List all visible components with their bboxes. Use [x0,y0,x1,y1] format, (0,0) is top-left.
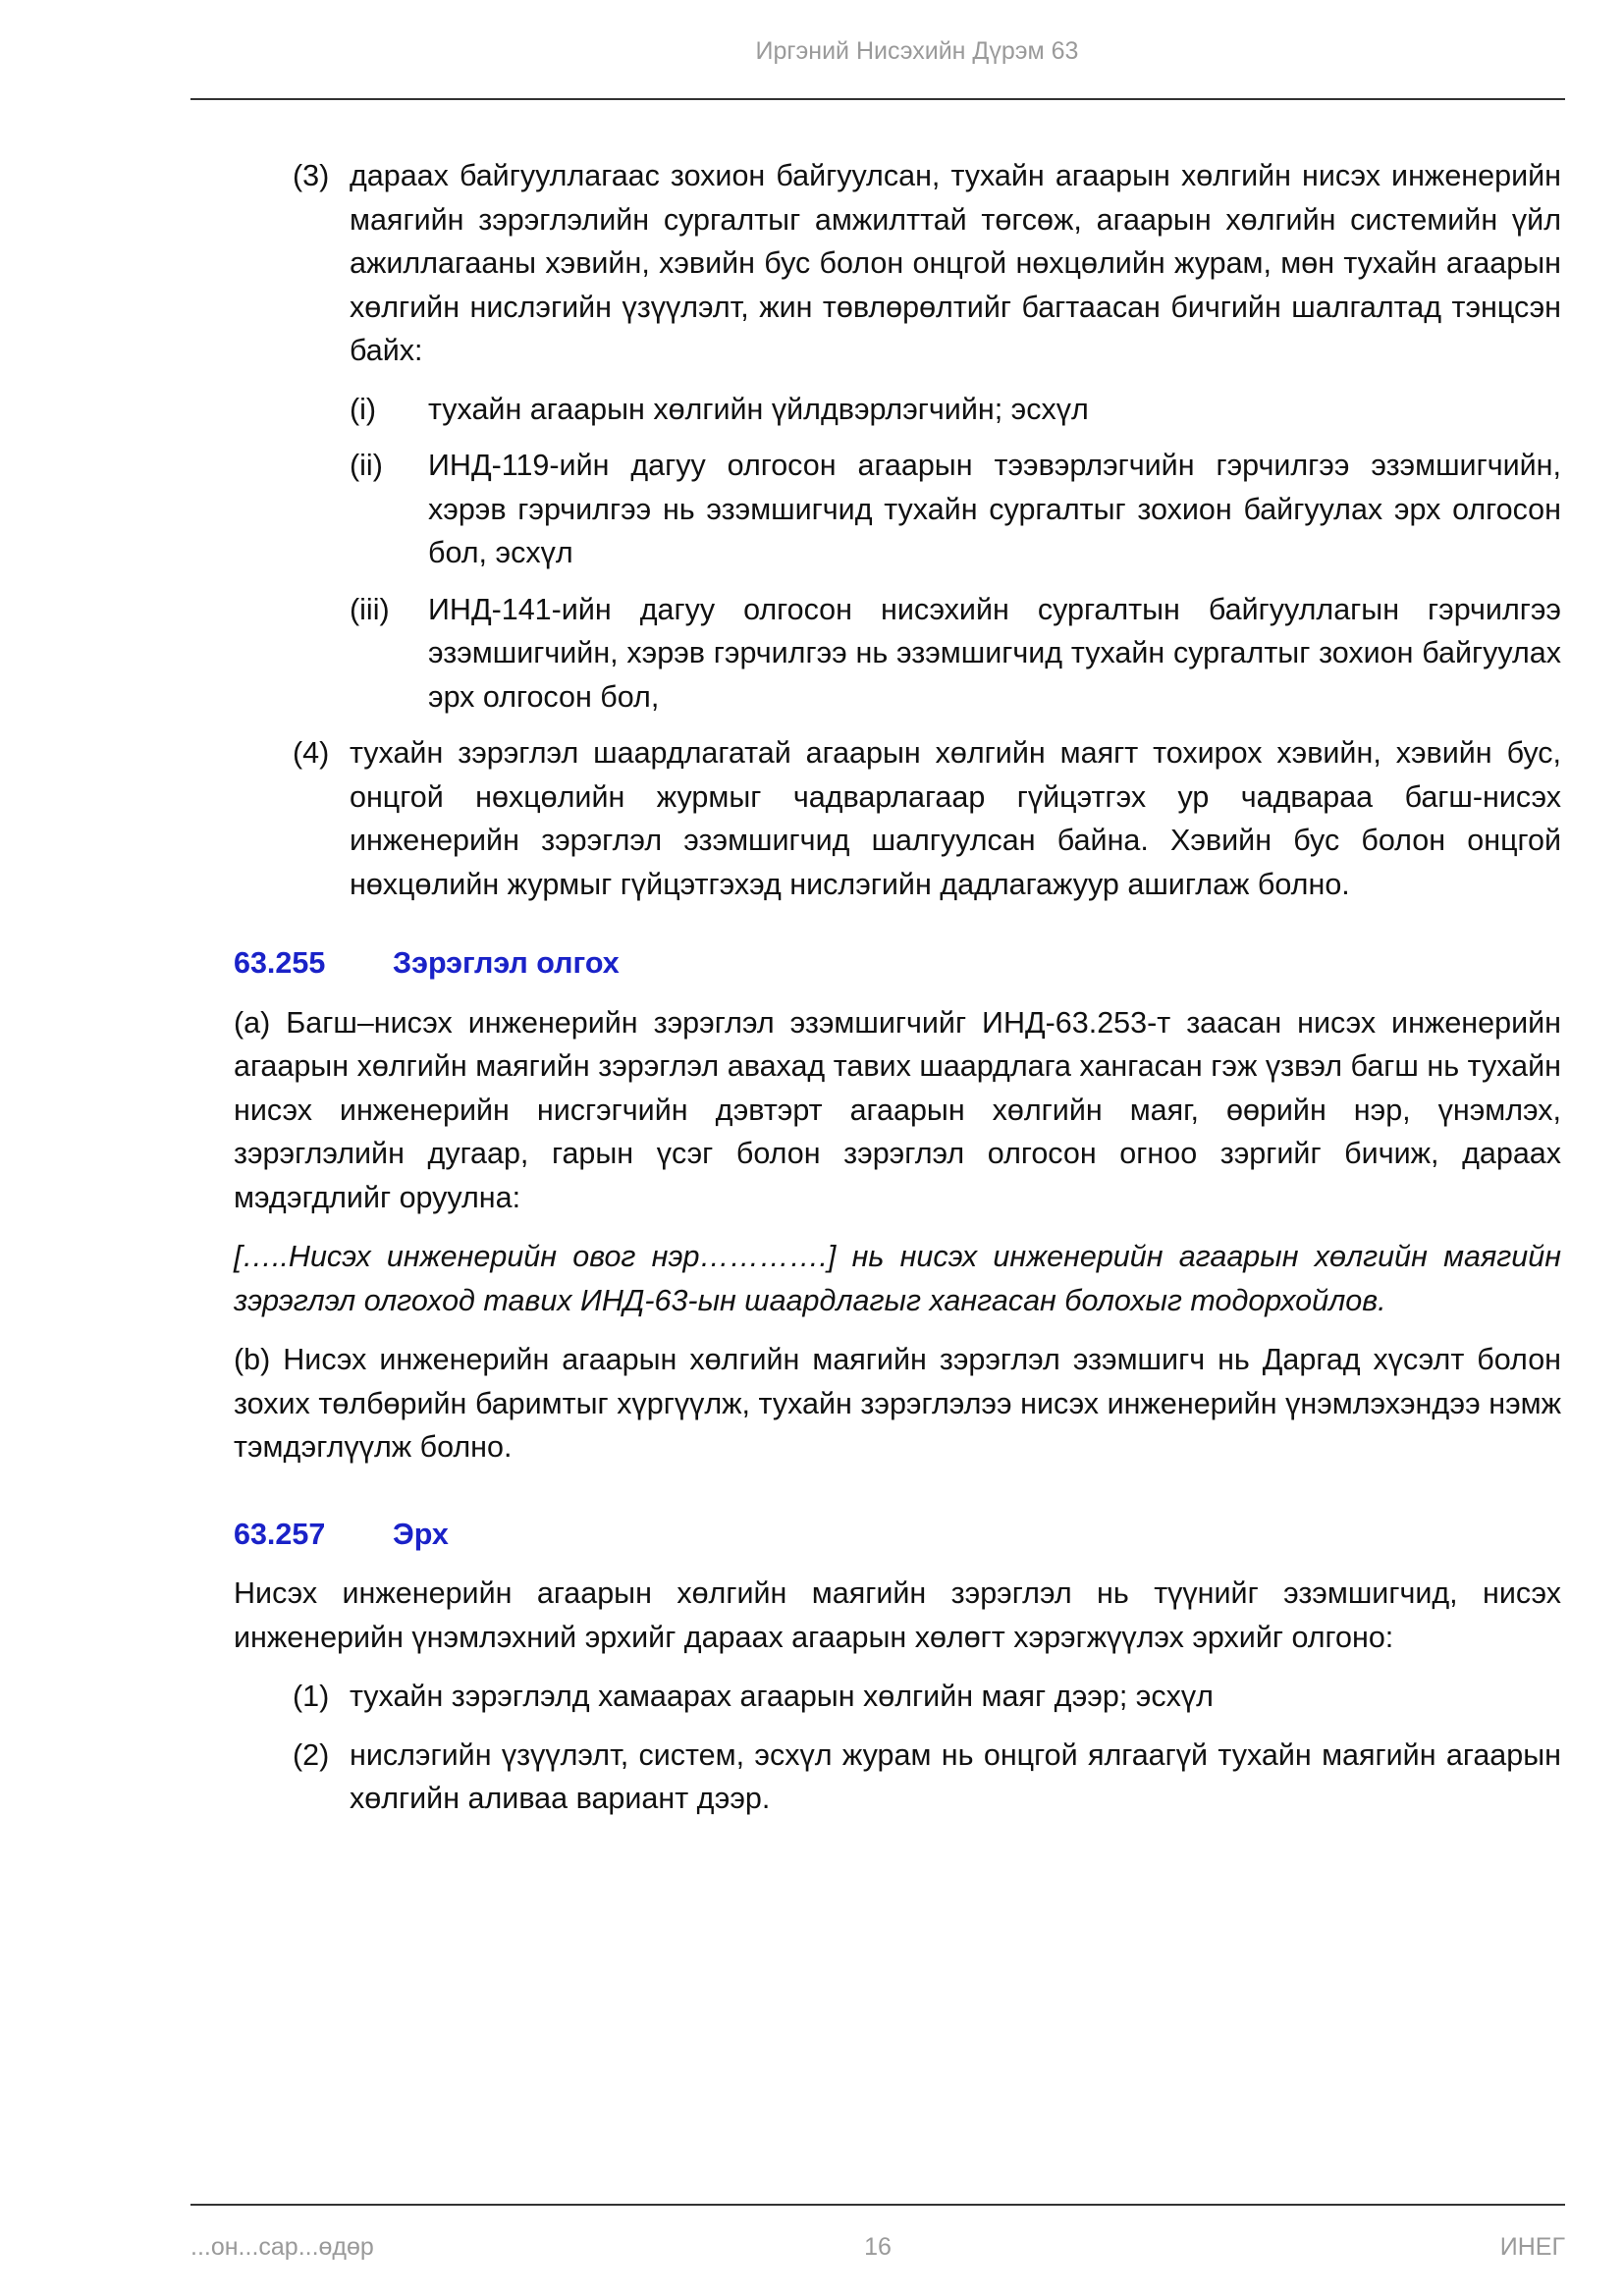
list-item-label: (3) [293,159,330,192]
header-divider [190,98,1565,100]
section-heading-63-257 [234,1513,1561,1557]
paragraph-b: (b) Нисэх инженерийн агаарын хөлгийн маягийн зэрэглэл эзэмшигч нь Даргад хүсэлт болон зохих төлбөрийн баримтыг хүргүүлж, тухайн зэрэглэлээ нисэх инженерийн үнэмлэхэндээ нэмж тэмдэглүүлж болно. [234,1343,1561,1464]
list-item-text: тухайн зэрэглэлд хамаарах агаарын хөлгийн маяг дээр; эсхүл [350,1680,1214,1713]
sub-item-label: (ii) [350,449,383,482]
document-body [234,154,1561,1836]
list-item-label: (2) [293,1737,330,1772]
section-title: Зэрэглэл олгох [393,946,620,980]
list-item-3 [293,154,1561,373]
privilege-item-1 [293,1675,1561,1719]
section-heading-63-255 [234,941,1561,986]
statement-template: […..Нисэх инженерийн овог нэр………….] нь нисэх инженерийн агаарын хөлгийн маягийн зэрэглэл олгоход тавих ИНД-63-ын шаардлагыг хангасан болохыг тодорхойлов. [234,1240,1561,1317]
footer-date: ...он...сар...өдөр [190,2233,374,2261]
section-title: Эрх [393,1517,449,1551]
sub-list [350,388,1561,720]
page-number: 16 [864,2233,892,2261]
sub-item-label: (iii) [350,592,390,626]
list-item-text: дараах байгууллагаас зохион байгуулсан, тухайн агаарын хөлгийн нисэх инженерийн маягийн зэрэглэлийн сургалтыг амжилттай төгсөж, агаарын хөлгийн системийн үйл ажиллагааны хэвийн, хэвийн бус болон онцгой нөхцөлийн журам, мөн тухайн агаарын хөлгийн нислэгийн үзүүлэлт, жин төвлөрөлтийг багтаасан бичгийн шалгалтад тэнцсэн байх: [350,159,1561,367]
sub-item-iii [350,588,1561,720]
section-number: 63.257 [234,1517,326,1551]
sub-item-label: (i) [350,392,377,426]
paragraph-a: (a) Багш–нисэх инженерийн зэрэглэл эзэмшигчийг ИНД-63.253-т заасан нисэх инженерийн агаарын хөлгийн маягийн зэрэглэл авахад тавих шаардлага хангасан гэж үзвэл багш нь тухайн нисэх инженерийн нисгэгчийн дэвтэрт агаарын хөлгийн маяг, өөрийн нэр, үнэмлэх, зэрэглэлийн дугаар, гарын үсэг болон зэрэглэл олгосон огноо зэргийг бичиж, дараах мэдэгдлийг оруулна: [234,1005,1561,1214]
privilege-item-2 [293,1734,1561,1821]
sub-item-i [350,388,1561,432]
sub-item-text: тухайн агаарын хөлгийн үйлдвэрлэгчийн; эсхүл [428,392,1089,426]
list-item-text: нислэгийн үзүүлэлт, систем, эсхүл журам нь онцгой ялгаагүй тухайн маягийн агаарын хөлгийн аливаа вариант дээр. [350,1737,1561,1815]
footer-divider [190,2204,1565,2206]
list-item-text: тухайн зэрэглэл шаардлагатай агаарын хөлгийн маягт тохирох хэвийн, хэвийн бус, онцгой нөхцөлийн журмыг чадварлагаар гүйцэтгэх ур чадвараа багш-нисэх инженерийн зэрэглэл эзэмшигчид шалгуулсан байна. Хэвийн бус болон онцгой нөхцөлийн журмыг гүйцэтгэхэд нислэгийн дадлагажуур ашиглаж болно. [350,736,1561,901]
footer-org: ИНЕГ [1499,2233,1565,2261]
list-item-4 [293,731,1561,906]
sub-item-text: ИНД-141-ийн дагуу олгосон нисэхийн сургалтын байгууллагын гэрчилгээ эзэмшигчийн, хэрэв гэрчилгээ нь эзэмшигчид тухайн сургалтыг зохион байгуулах эрх олгосон бол, [428,592,1561,714]
sub-item-ii [350,444,1561,575]
list-item-label: (1) [293,1680,330,1713]
sub-item-text: ИНД-119-ийн дагуу олгосон агаарын тээвэрлэгчийн гэрчилгээ эзэмшигчийн, хэрэв гэрчилгээ нь эзэмшигчид тухайн сургалтыг зохион байгуулах эрх олгосон бол, эсхүл [428,449,1561,569]
section-intro: Нисэх инженерийн агаарын хөлгийн маягийн зэрэглэл нь түүнийг эзэмшигчид, нисэх инженерийн үнэмлэхний эрхийг дараах агаарын хөлөгт хэрэгжүүлэх эрхийг олгоно: [234,1576,1561,1654]
page-header-title: Иргэний Нисэхийн Дүрэм 63 [755,37,1079,65]
section-number: 63.255 [234,946,326,980]
list-item-label: (4) [293,736,330,770]
